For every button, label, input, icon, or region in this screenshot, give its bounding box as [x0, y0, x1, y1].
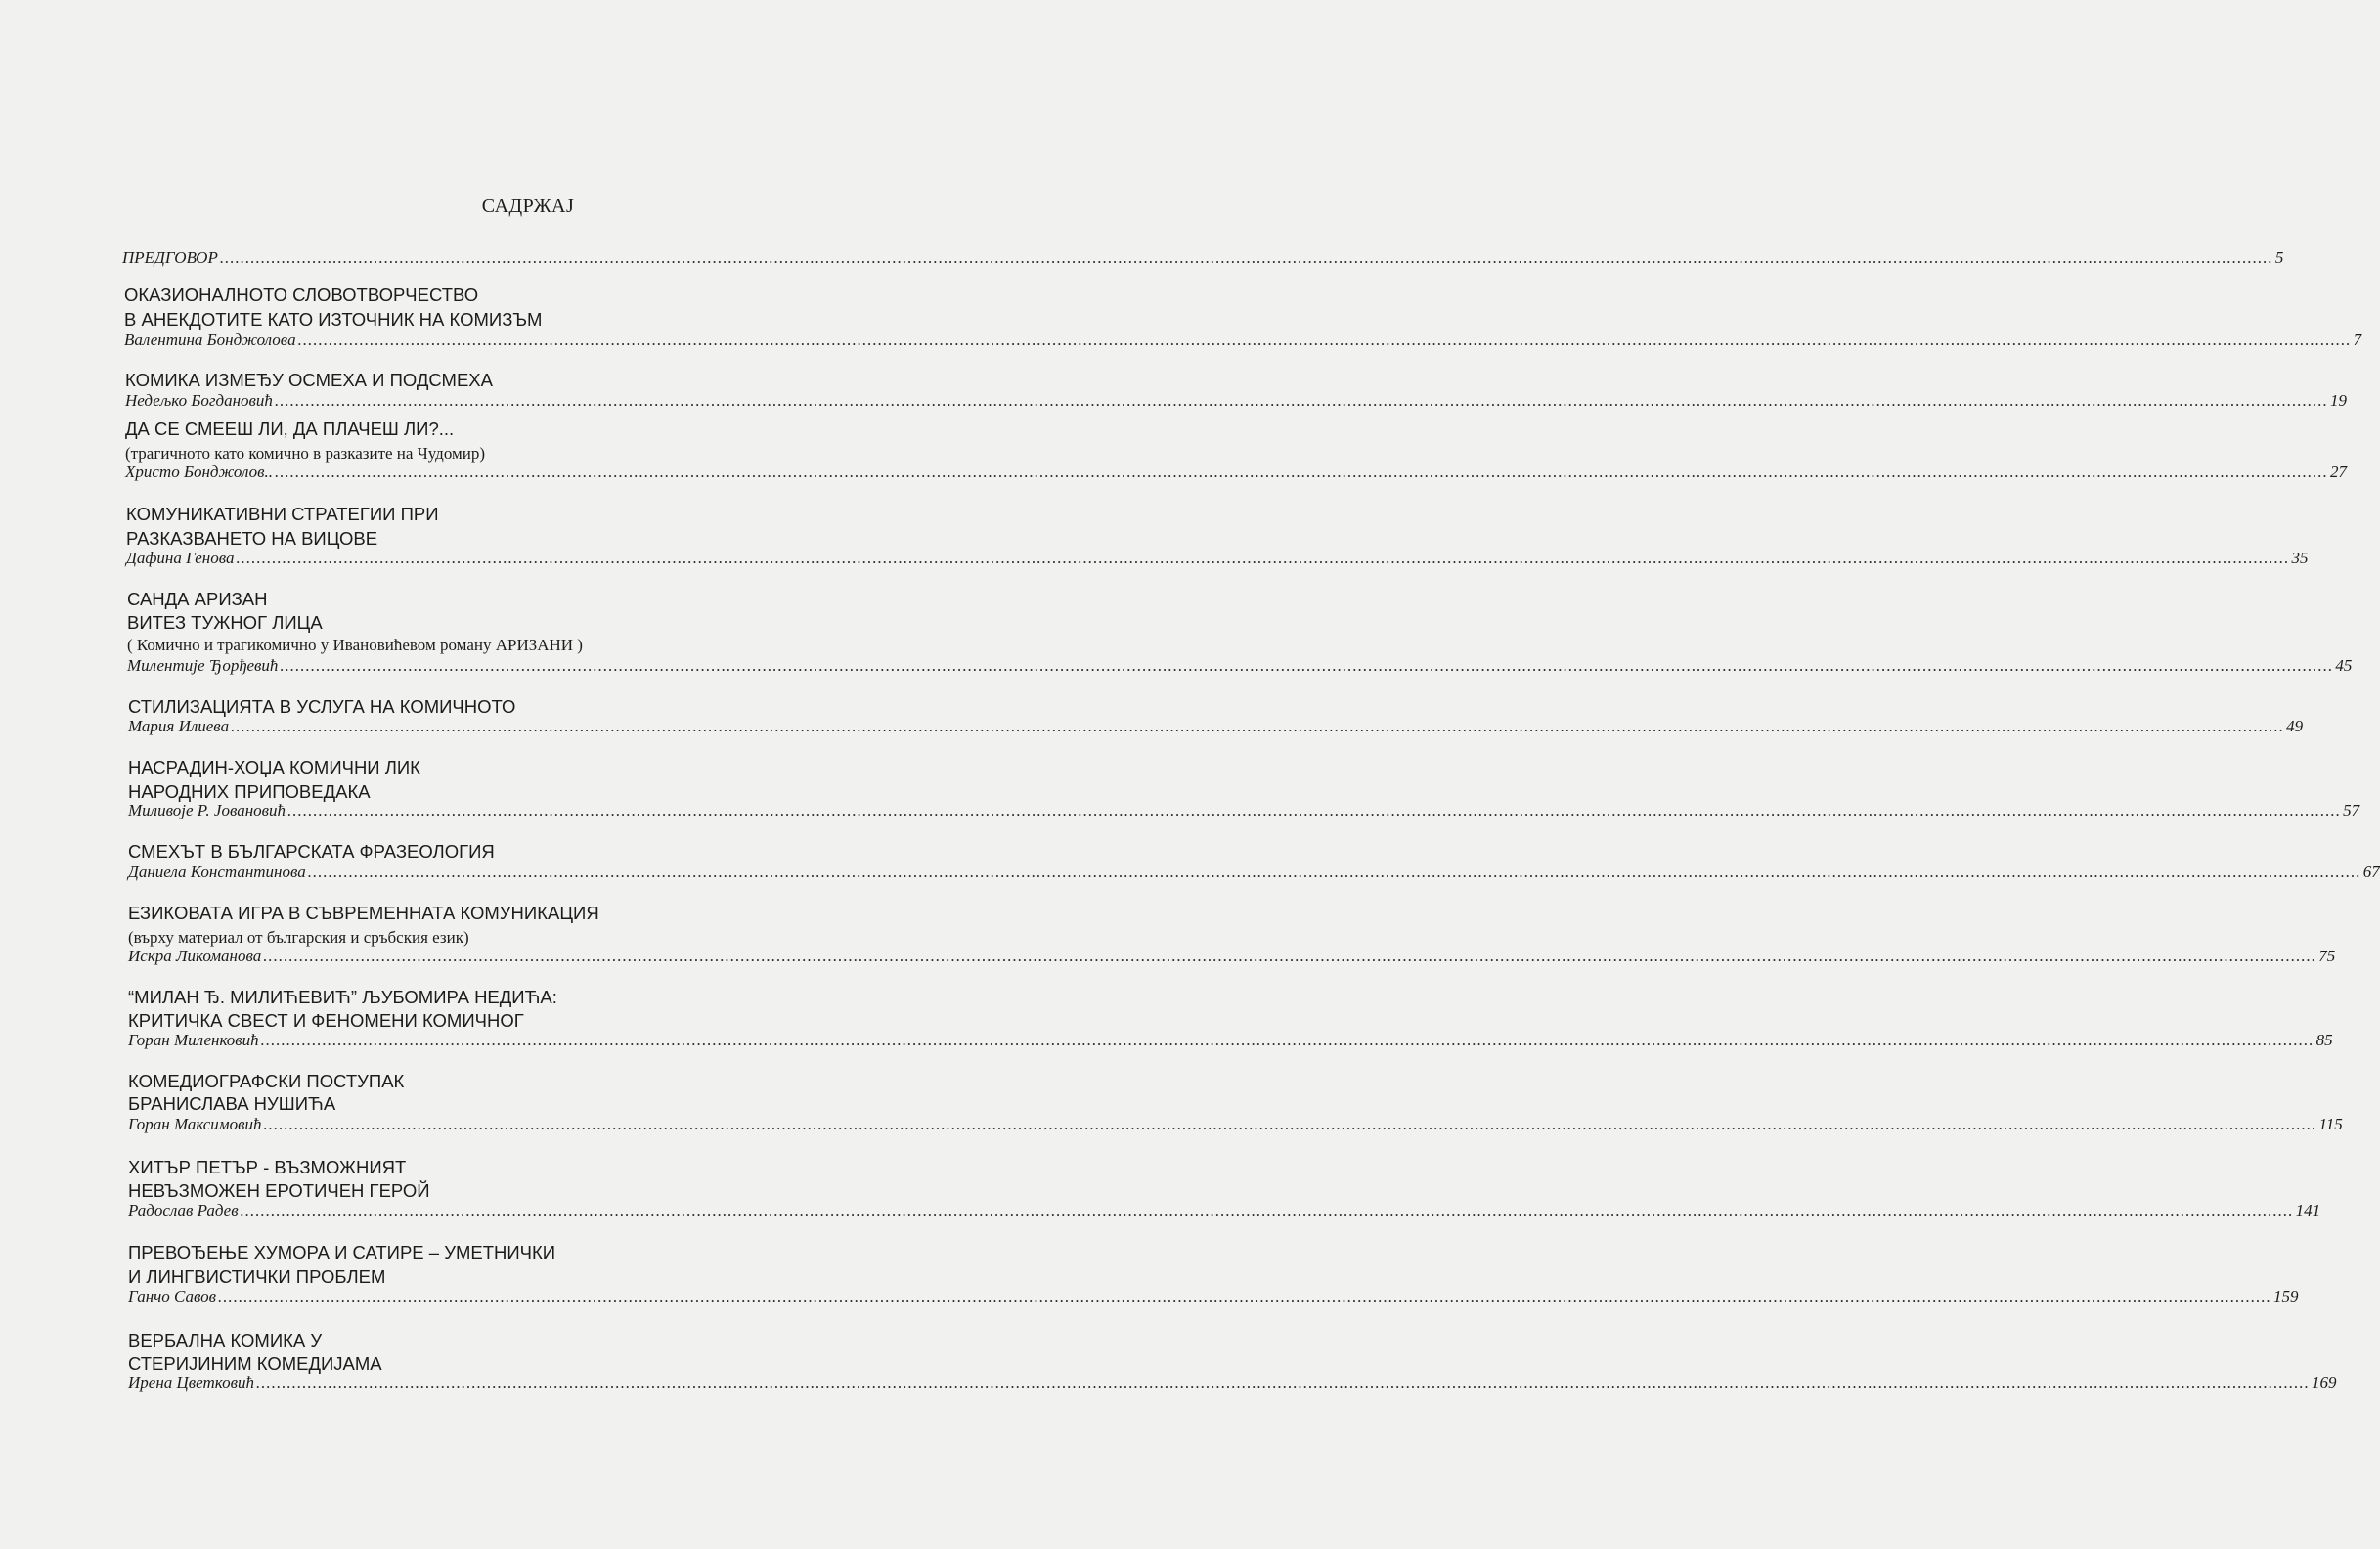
- entry-title-line: НЕВЪЗМОЖЕН ЕРОТИЧЕН ГЕРОЙ: [128, 1180, 430, 1201]
- page-number: 159: [2273, 1287, 2299, 1306]
- entry-author: Мария Илиева: [128, 717, 230, 735]
- entry-title-line: “МИЛАН Ђ. МИЛИЋЕВИЋ” ЉУБОМИРА НЕДИЋА:: [128, 987, 557, 1007]
- entry-title-line: ПРЕВОЂЕЊЕ ХУМОРА И САТИРЕ – УМЕТНИЧКИ: [128, 1242, 556, 1262]
- entry-author: Искра Ликоманова: [128, 947, 262, 965]
- entry-author: Дафина Генова: [126, 549, 235, 567]
- entry-title-line: ХИТЪР ПЕТЪР - ВЪЗМОЖНИЯТ: [128, 1157, 407, 1177]
- page-number: 7: [2353, 331, 2362, 349]
- toc-entry-row: [122, 248, 2284, 272]
- entry-title-line: САНДА АРИЗАН: [127, 589, 268, 609]
- page-number: 57: [2343, 801, 2360, 819]
- toc-entry-row: [128, 801, 2360, 824]
- entry-subtitle: ( Комично и трагикомично у Ивановићевом роману АРИЗАНИ ): [127, 636, 583, 654]
- entry-title-line: НАСРАДИН-ХОЏА КОМИЧНИ ЛИК: [128, 757, 420, 777]
- entry-title-line: ДА СЕ СМЕЕШ ЛИ, ДА ПЛАЧЕШ ЛИ?...: [125, 419, 455, 439]
- entry-title-line: РАЗКАЗВАНЕТО НА ВИЦОВЕ: [126, 528, 378, 549]
- toc-entry-row: [127, 656, 2353, 680]
- leader-dots: ................................................................................................................................................................................................................................................................................................................................................................................................................: [231, 717, 2285, 735]
- leader-dots: ................................................................................................................................................................................................................................................................................................................................................................................................................: [240, 1201, 2294, 1219]
- page-number: 67: [2362, 863, 2380, 881]
- page-number: 35: [2291, 549, 2309, 567]
- entry-author: Радослав Радев: [128, 1201, 239, 1219]
- page-title: САДРЖАЈ: [481, 196, 575, 217]
- leader-dots: ................................................................................................................................................................................................................................................................................................................................................................................................................: [218, 1287, 2272, 1306]
- page-number: 27: [2329, 463, 2347, 481]
- page-number: 49: [2286, 717, 2304, 735]
- entry-author: Ганчо Савов: [128, 1287, 217, 1306]
- entry-author: Горан Миленковић: [128, 1031, 259, 1049]
- entry-title-line: ОКАЗИОНАЛНОТО СЛОВОТВОРЧЕСТВО: [124, 285, 479, 305]
- entry-title-line: СМЕХЪТ В БЪЛГАРСКАТА ФРАЗЕОЛОГИЯ: [128, 841, 495, 862]
- entry-title-line: КРИТИЧКА СВЕСТ И ФЕНОМЕНИ КОМИЧНОГ: [128, 1010, 524, 1031]
- leader-dots: ................................................................................................................................................................................................................................................................................................................................................................................................................: [263, 1115, 2317, 1133]
- entry-title-line: ВЕРБАЛНА КОМИКА У: [128, 1330, 323, 1350]
- leader-dots: ................................................................................................................................................................................................................................................................................................................................................................................................................: [255, 1373, 2310, 1392]
- page-number: 141: [2295, 1201, 2321, 1219]
- toc-entry-row: [128, 1287, 2299, 1310]
- page-number: 5: [2274, 248, 2284, 267]
- leader-dots: ................................................................................................................................................................................................................................................................................................................................................................................................................: [236, 549, 2290, 567]
- toc-entry-row: [128, 1031, 2333, 1054]
- toc-entry-row: [125, 463, 2347, 486]
- toc-entry-row: [128, 717, 2304, 740]
- entry-title-line: СТЕРИЈИНИМ КОМЕДИЈАМА: [128, 1353, 382, 1374]
- entry-author: Недељко Богдановић: [125, 391, 273, 410]
- entry-title-line: В АНЕКДОТИТЕ КАТО ИЗТОЧНИК НА КОМИЗЪМ: [124, 309, 543, 330]
- entry-title-line: СТИЛИЗАЦИЯТА В УСЛУГА НА КОМИЧНОТО: [128, 696, 516, 717]
- leader-dots: ................................................................................................................................................................................................................................................................................................................................................................................................................: [260, 1031, 2314, 1049]
- leader-dots: ................................................................................................................................................................................................................................................................................................................................................................................................................: [219, 248, 2273, 267]
- entry-author: Горан Максимовић: [128, 1115, 262, 1133]
- entry-title-line: И ЛИНГВИСТИЧКИ ПРОБЛЕМ: [128, 1266, 386, 1287]
- toc-entry-row: [128, 1201, 2321, 1224]
- leader-dots: ................................................................................................................................................................................................................................................................................................................................................................................................................: [307, 863, 2361, 881]
- page-number: 45: [2335, 656, 2353, 675]
- leader-dots: ................................................................................................................................................................................................................................................................................................................................................................................................................: [263, 947, 2317, 965]
- page-number: 75: [2318, 947, 2336, 965]
- toc-entry-row: [128, 947, 2336, 970]
- entry-subtitle: (трагичното като комично в разказите на Чудомир): [125, 444, 486, 463]
- leader-dots: ................................................................................................................................................................................................................................................................................................................................................................................................................: [280, 656, 2334, 675]
- page-number: 115: [2318, 1115, 2343, 1133]
- entry-author: Милентије Ђорђевић: [127, 656, 279, 675]
- entry-author: Христо Бонджолов..: [125, 463, 273, 481]
- entry-author: Валентина Бонджолова: [124, 331, 296, 349]
- page-number: 19: [2329, 391, 2347, 410]
- entry-author: Миливоје Р. Јовановић: [128, 801, 286, 819]
- toc-entry-row: [128, 1115, 2343, 1138]
- leader-dots: ................................................................................................................................................................................................................................................................................................................................................................................................................: [274, 391, 2328, 410]
- entry-title-line: КОМУНИКАТИВНИ СТРАТЕГИИ ПРИ: [126, 504, 439, 524]
- leader-dots: ................................................................................................................................................................................................................................................................................................................................................................................................................: [297, 331, 2352, 349]
- leader-dots: ................................................................................................................................................................................................................................................................................................................................................................................................................: [274, 463, 2328, 481]
- entry-title-line: ЕЗИКОВАТА ИГРА В СЪВРЕМЕННАТА КОМУНИКАЦИЯ: [128, 903, 599, 923]
- toc-entry-row: [124, 331, 2362, 354]
- entry-title-line: НАРОДНИХ ПРИПОВЕДАКА: [128, 781, 371, 802]
- entry-subtitle: (върху материал от българския и сръбския език): [128, 928, 469, 947]
- entry-title-line: БРАНИСЛАВА НУШИЋА: [128, 1093, 336, 1114]
- toc-entry-row: [128, 1373, 2337, 1396]
- entry-author: Ирена Цветковић: [128, 1373, 254, 1392]
- toc-entry-row: [128, 863, 2380, 886]
- toc-entry-row: [126, 549, 2309, 572]
- entry-author: Даниела Константинова: [128, 863, 306, 881]
- entry-title-line: ВИТЕЗ ТУЖНОГ ЛИЦА: [127, 612, 323, 633]
- entry-title-line: КОМЕДИОГРАФСКИ ПОСТУПАК: [128, 1071, 405, 1091]
- preface-label: ПРЕДГОВОР: [122, 248, 218, 267]
- leader-dots: ................................................................................................................................................................................................................................................................................................................................................................................................................: [287, 801, 2342, 819]
- page-number: 169: [2311, 1373, 2337, 1392]
- entry-title-line: КОМИКА ИЗМЕЂУ ОСМЕХА И ПОДСМЕХА: [125, 370, 493, 390]
- page-number: 85: [2315, 1031, 2333, 1049]
- toc-entry-row: [125, 391, 2347, 415]
